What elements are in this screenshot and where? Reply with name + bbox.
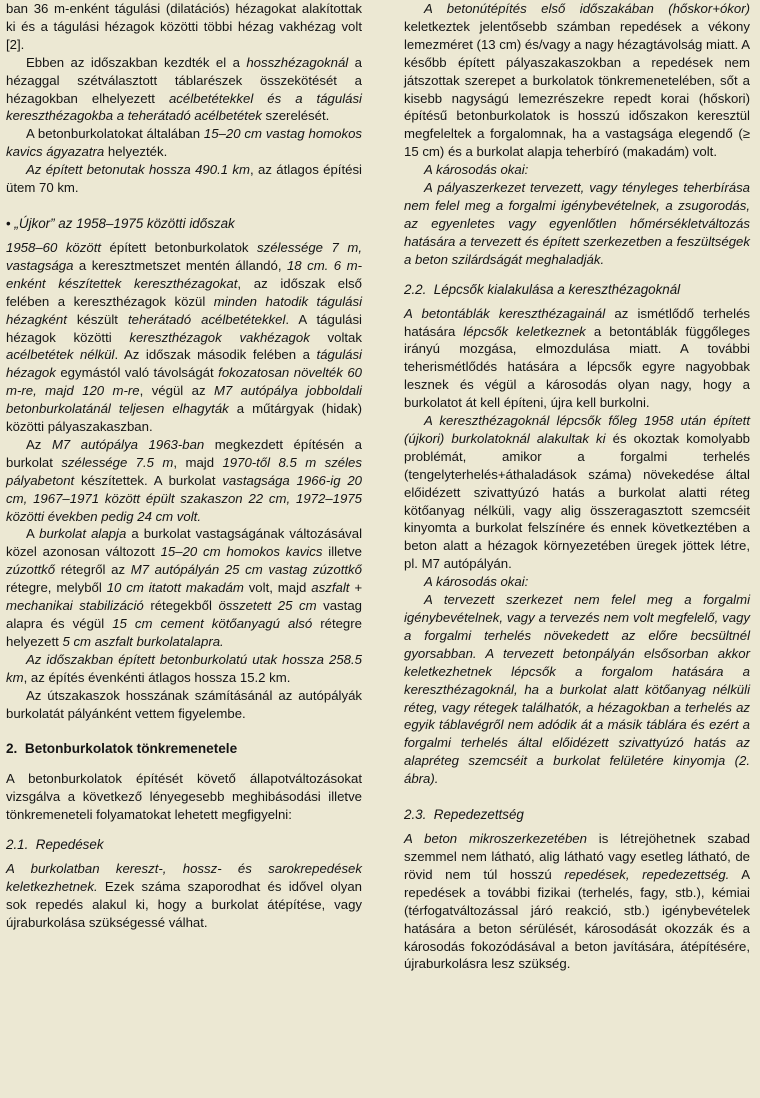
heading-text: 2.2. Lépcsők kialakulása a kereszthézagoknál <box>404 281 681 297</box>
paragraph: A betontáblák kereszthézagainál az ismétlődő terhelés hatására lépcsők keletkeznek a betontáblák függőleges irányú mozgása, elmozdulása miatt. A további teherismétlődés hatására a lépcsők egyre nagyobbak lesznek és végül a károsodás olyan nagy, hogy a burkolatot át kell építeni, újra kell burkolni. <box>404 305 751 411</box>
paragraph: A tervezett szerkezet nem felel meg a forgalmi igénybevételnek, vagy a tervezés nem volt megfelelő, vagy a forgalmi terhelés növekedett az előre becsültnél gyorsabban. A tervezett betonpályán elsősorban akkor keletkezhetnek lépcsők a forgalom hatására a kereszthézagoknál, ha a burkolat alatt kötőanyag nélküli réteg, vagy rétegek találhatók, a hézagokban a terhelés az egyik táblavégről nem adódik át a másik táblára és ezért a forgalmi terhelés által előidézett szivattyúzó hatás az alapréteg szemcséit a burkolat felületére kinyomja (2. ábra). <box>404 592 750 787</box>
paragraph: A beton mikroszerkezetében is létrejöhetnek szabad szemmel nem látható, alig látható vagy esetleg látható, de rövid nem túl hosszú repedések, repedezettség. A repedések a további fizikai (terhelés, fagy, stb.), kémiai (térfogatváltozással járó reakció, stb.) igénybevételek hatására a beton sérülését, károsodását okozzák és a károsodás fokozódásával a beton javítására, átépítésére, újraburkolásra lesz szükség. <box>404 831 750 972</box>
paragraph: Az időszakban épített betonburkolatú utak hossza 258.5 km, az építés évenkénti átlagos hossza 15.2 km. <box>6 651 362 685</box>
paragraph: A betonútépítés első időszakában (hőskor+ókor) keletkeztek jelentősebb számban repedések a vékony lemezméret (13 cm) és/vagy a nagy hézagtávolság miatt. A később épített pályaszakaszokban a repedések nem játszottak szerepet a burkolatok tönkremenetelében, sőt a kisebb nagyságú lemezrészekre repedt korai (hőskori) építésű betonburkolatok is hosszú időszakon keresztül megfeleltek a forgalomnak, ha a vastagsága elegendő (≥ 15 cm) és a burkolat alapja teherbíró (makadám) volt. <box>404 1 750 160</box>
left-column <box>6 0 362 932</box>
paragraph: Az M7 autópálya 1963-ban megkezdett építésén a burkolat szélessége 7.5 m, majd 1970-től 8.5 m széles pályabetont készítettek. A burkolat vastagsága 1966-ig 20 cm, 1967–1971 között épült szakaszon 22 cm, 1972–1975 közötti években pedig 24 cm volt. <box>6 436 362 524</box>
paragraph: Az épített betonutak hossza 490.1 km, az átlagos építési ütem 70 km. <box>6 162 362 196</box>
paragraph: A károsodás okai: <box>424 162 529 178</box>
right-column <box>404 0 750 973</box>
paragraph: A pályaszerkezet tervezett, vagy tényleges teherbírása nem felel meg a forgalmi igénybevételnek, a zsugorodás, az egyenletes vagy egyenlőtlen hőmérsékletváltozás hatására a tervezett és épített szerkezetben a feszültségek a beton szilárdságát meghaladják. <box>404 180 750 267</box>
heading-text: 2.1. Repedések <box>6 837 104 853</box>
spacer <box>6 824 362 836</box>
heading-text: 2.3. Repedezettség <box>404 807 524 823</box>
paragraph: A károsodás okai: <box>424 574 529 590</box>
paragraph: A kereszthézagoknál lépcsők főleg 1958 után épített (újkori) burkolatoknál alakultak ki és okoztak komolyabb problémát, amikor a forgalmi terhelés (tengelyterhelés+áthaladások száma) növekedése által előidézett szivattyúzó hatás a burkolat alatti réteg kötőanyag nélküli, vagy alig összeragasztott szemcséit kinyomta a burkolat felszínére és ennek következtében a beton alatt a hézagok környezetében üregek jöttek létre, pl. M7 autópályán. <box>404 413 750 572</box>
paragraph: ban 36 m-enként tágulási (dilatációs) hézagokat alakítottak ki és a tágulási hézagok közötti többi hézag vakhézag volt [2]. <box>6 1 362 52</box>
spacer <box>6 758 362 770</box>
spacer <box>404 788 750 806</box>
paragraph: Ebben az időszakban kezdték el a hosszhézagoknál a hézaggal szétválasztott táblarészek összekötését a hézagokban elhelyezett acélbetétekkel és a tágulási kereszthézagokba a teherátadó acélbetétek szerelését. <box>6 54 363 124</box>
spacer <box>404 269 750 281</box>
spacer <box>6 722 362 740</box>
subsection-heading <box>404 281 750 299</box>
paragraph: A betonburkolatok építését követő állapotváltozásokat vizsgálva a következő lényegesebb meghibásodási illetve tönkremeneteli folyamatokat lehetett megfigyelni: <box>6 771 362 823</box>
paragraph: 1958–60 között épített betonburkolatok szélessége 7 m, vastagsága a keresztmetszet mentén állandó, 18 cm. 6 m-enként készítettek kereszthézagokat, az időszak első felében a kereszthézagok közül minden hatodik tágulási hézagként készült teherátadó acélbetétekkel. A tágulási hézagok közötti kereszthézagok vakhézagok voltak acélbetétek nélkül. Az időszak második felében a tágulási hézagok egymástól való távolságát fokozatosan növelték 60 m-re, majd 120 m-re, végül az M7 autópálya jobboldali betonburkolatánál teljesen elhagyták a műtárgyak (hidak) közötti pályaszakaszban. <box>6 239 363 435</box>
subsection-heading <box>404 806 750 824</box>
subsection-heading <box>6 215 362 233</box>
paragraph: Az útszakaszok hosszának számításánál az autópályák burkolatát pályánként vettem figyelembe. <box>6 687 362 721</box>
spacer <box>6 197 362 215</box>
section-heading: 2. Betonburkolatok tönkremenetele <box>6 741 238 757</box>
paragraph: A burkolat alapja a burkolat vastagságának változásával közel azonosan változott 15–20 cm homokos kavics illetve zúzottkő rétegről az M7 autópályán 25 cm vastag zúzottkő rétegre, melyből 10 cm itatott makadám volt, majd aszfalt + mechanikai stabilizáció rétegekből összetett 25 cm vastag alapra és végül 15 cm cement kötőanyagú alsó rétegre helyezett 5 cm aszfalt burkolatalapra. <box>6 526 363 649</box>
paragraph: A betonburkolatokat általában 15–20 cm vastag homokos kavics ágyazatra helyezték. <box>6 126 363 160</box>
paragraph: A burkolatban kereszt-, hossz- és sarokrepedések keletkezhetnek. Ezek száma szaporodhat és idővel olyan sok repedés alakul ki, hogy a burkolat átépítése, vagy újraburkolása szükségessé válhat. <box>6 861 362 930</box>
bullet-icon: • <box>6 215 15 231</box>
heading-text: „Újkor” az 1958–1975 közötti időszak <box>14 215 235 231</box>
subsection-heading <box>6 836 362 854</box>
